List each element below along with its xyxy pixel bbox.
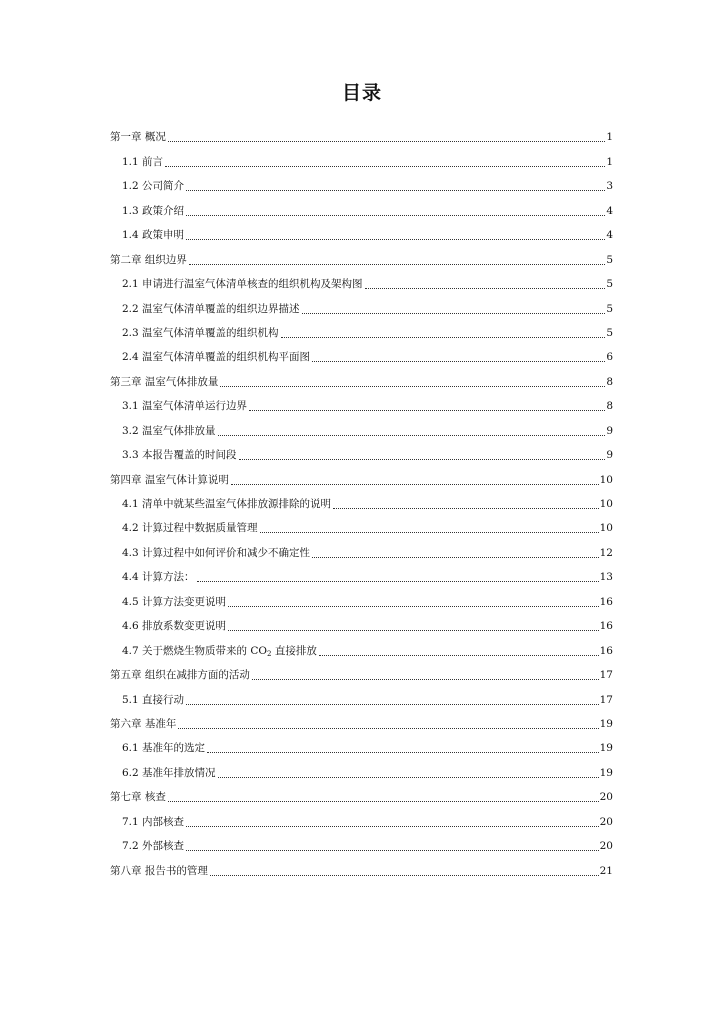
toc-page-number: 5 — [606, 302, 613, 315]
toc-title: 目录 — [341, 82, 382, 104]
toc-dot-leader — [165, 165, 605, 167]
toc-section-entry[interactable] — [110, 193, 613, 217]
toc-dot-leader — [252, 678, 599, 680]
toc-dot-leader — [218, 434, 605, 436]
toc-entry-text: 1.2 公司简介 — [122, 180, 185, 193]
toc-entry-text: 第八章 报告书的管理 — [110, 864, 208, 877]
toc-dot-leader — [281, 336, 605, 338]
toc-section-entry[interactable] — [110, 682, 613, 706]
toc-dot-leader — [186, 214, 605, 216]
toc-page-number: 8 — [606, 375, 613, 388]
toc-chapter-entry[interactable] — [110, 707, 613, 731]
toc-page-number: 1 — [606, 131, 613, 144]
toc-page-number: 20 — [599, 840, 613, 853]
toc-page-number: 9 — [606, 449, 613, 462]
toc-section-entry[interactable] — [110, 267, 613, 291]
toc-dot-leader — [186, 849, 599, 851]
toc-section-entry[interactable] — [110, 169, 613, 193]
toc-chapter-entry[interactable] — [110, 853, 613, 877]
toc-section-entry[interactable] — [110, 535, 613, 559]
toc-dot-leader — [210, 874, 599, 876]
toc-chapter-entry[interactable] — [110, 364, 613, 388]
toc-dot-leader — [231, 483, 599, 485]
toc-page-number: 19 — [599, 766, 613, 779]
toc-page-number: 6 — [606, 351, 613, 364]
toc-section-entry[interactable] — [110, 413, 613, 437]
toc-entry-text: 2.2 温室气体清单覆盖的组织边界描述 — [122, 302, 300, 315]
toc-dot-leader — [333, 507, 599, 509]
toc-chapter-entry[interactable] — [110, 658, 613, 682]
toc-page-number: 8 — [606, 400, 613, 413]
toc-section-entry[interactable] — [110, 584, 613, 608]
toc-entry-text: 7.1 内部核查 — [122, 815, 185, 828]
toc-page-number: 20 — [599, 791, 613, 804]
toc-page-number: 16 — [599, 644, 613, 657]
toc-section-entry[interactable] — [110, 755, 613, 779]
toc-dot-leader — [186, 238, 605, 240]
toc-page-number: 10 — [599, 498, 613, 510]
toc-page-number: 9 — [606, 424, 613, 437]
toc-entry-text: 6.2 基准年排放情况 — [122, 766, 216, 779]
toc-dot-leader — [260, 531, 599, 533]
toc-entry-text: 第二章 组织边界 — [110, 253, 187, 266]
toc-page-number: 21 — [599, 864, 613, 877]
toc-entry-text: 4.4 计算方法： — [122, 571, 195, 584]
toc-dot-leader — [302, 312, 605, 314]
toc-section-entry[interactable] — [110, 340, 613, 364]
toc-entry-text: 4.3 计算过程中如何评价和减少不确定性 — [122, 546, 311, 559]
toc-page-number: 3 — [606, 180, 613, 193]
toc-page-number: 13 — [599, 571, 613, 584]
toc-section-entry[interactable] — [110, 316, 613, 340]
toc-page-number: 10 — [599, 522, 613, 535]
toc-entry-text: 第一章 概况 — [110, 131, 166, 144]
toc-section-entry[interactable] — [110, 609, 613, 633]
toc-entry-text: 4.7 关于燃烧生物质带来的 $CO_2$ 直接排放 — [122, 644, 317, 658]
toc-entry-text: 1.3 政策介绍 — [122, 204, 185, 217]
toc-section-entry[interactable] — [110, 804, 613, 828]
toc-entry-text: 3.1 温室气体清单运行边界 — [122, 400, 248, 413]
toc-dot-leader — [228, 605, 599, 607]
toc-dot-leader — [218, 776, 599, 778]
toc-page-number: 20 — [599, 815, 613, 828]
toc-dot-leader — [220, 385, 605, 387]
toc-page-number: 17 — [599, 669, 613, 682]
toc-entry-text: 第三章 温室气体排放量 — [110, 375, 219, 388]
toc-chapter-entry[interactable] — [110, 462, 613, 486]
toc-dot-leader — [249, 409, 605, 411]
toc-dot-leader — [189, 263, 605, 265]
toc-page-number: 4 — [606, 204, 613, 217]
toc-entry-text: 5.1 直接行动 — [122, 693, 185, 706]
toc-dot-leader — [239, 458, 605, 460]
toc-entry-text: 3.3 本报告覆盖的时间段 — [122, 449, 237, 462]
toc-page-number: 10 — [599, 473, 613, 486]
toc-page-number: 19 — [599, 717, 613, 730]
toc-page-number: 16 — [599, 595, 613, 608]
toc-entry-text: 4.5 计算方法变更说明 — [122, 595, 227, 608]
toc-entry-text: 4.1 清单中就某些温室气体排放源排除的说明 — [122, 498, 332, 510]
toc-section-entry[interactable] — [110, 560, 613, 584]
toc-section-entry[interactable] — [110, 487, 613, 511]
toc-entry-text: 4.6 排放系数变更说明 — [122, 620, 227, 633]
toc-dot-leader — [365, 287, 605, 289]
toc-dot-leader — [186, 825, 599, 827]
toc-section-entry[interactable] — [110, 218, 613, 242]
toc-section-entry[interactable] — [110, 633, 613, 657]
toc-page-number: 5 — [606, 326, 613, 339]
toc-entry-text: 1.4 政策申明 — [122, 229, 185, 242]
toc-section-entry[interactable] — [110, 144, 613, 168]
toc-page-number: 17 — [599, 693, 613, 706]
toc-entry-text: 1.1 前言 — [122, 155, 164, 168]
toc-entry-text: 2.3 温室气体清单覆盖的组织机构 — [122, 326, 279, 339]
toc-entry-text: 第四章 温室气体计算说明 — [110, 473, 229, 486]
toc-dot-leader — [168, 800, 599, 802]
toc-dot-leader — [312, 360, 605, 362]
toc-entry-text: 4.2 计算过程中数据质量管理 — [122, 522, 258, 535]
toc-entry-text: 第六章 基准年 — [110, 717, 177, 730]
toc-page-number: 5 — [606, 278, 613, 291]
toc-dot-leader — [168, 140, 605, 142]
toc-entry-text: 3.2 温室气体排放量 — [122, 424, 216, 437]
toc-list — [110, 120, 613, 878]
toc-dot-leader — [197, 580, 599, 582]
toc-page-number: 5 — [606, 253, 613, 266]
toc-section-entry[interactable] — [110, 829, 613, 853]
toc-dot-leader — [319, 654, 599, 656]
toc-page-number: 12 — [599, 546, 613, 559]
toc-page-number: 19 — [599, 742, 613, 755]
toc-entry-text: 2.1 申请进行温室气体清单核查的组织机构及架构图 — [122, 278, 363, 291]
toc-dot-leader — [228, 629, 599, 631]
toc-dot-leader — [207, 751, 599, 753]
toc-dot-leader — [312, 556, 599, 558]
toc-entry-text: 2.4 温室气体清单覆盖的组织机构平面图 — [122, 351, 311, 364]
toc-entry-text: 第五章 组织在减排方面的活动 — [110, 669, 250, 682]
toc-page-number: 16 — [599, 620, 613, 633]
toc-dot-leader — [178, 727, 598, 729]
toc-page-number: 1 — [606, 155, 613, 168]
toc-dot-leader — [186, 189, 605, 191]
toc-page-number: 4 — [606, 229, 613, 242]
toc-chapter-entry[interactable] — [110, 120, 613, 144]
toc-entry-text: 7.2 外部核查 — [122, 840, 185, 853]
toc-section-entry[interactable] — [110, 438, 613, 462]
toc-section-entry[interactable] — [110, 291, 613, 315]
toc-section-entry[interactable] — [110, 731, 613, 755]
toc-section-entry[interactable] — [110, 389, 613, 413]
toc-section-entry[interactable] — [110, 511, 613, 535]
toc-entry-text: 6.1 基准年的选定 — [122, 742, 206, 755]
toc-dot-leader — [186, 703, 599, 705]
toc-chapter-entry[interactable] — [110, 242, 613, 266]
toc-chapter-entry[interactable] — [110, 780, 613, 804]
toc-entry-text: 第七章 核查 — [110, 791, 166, 804]
